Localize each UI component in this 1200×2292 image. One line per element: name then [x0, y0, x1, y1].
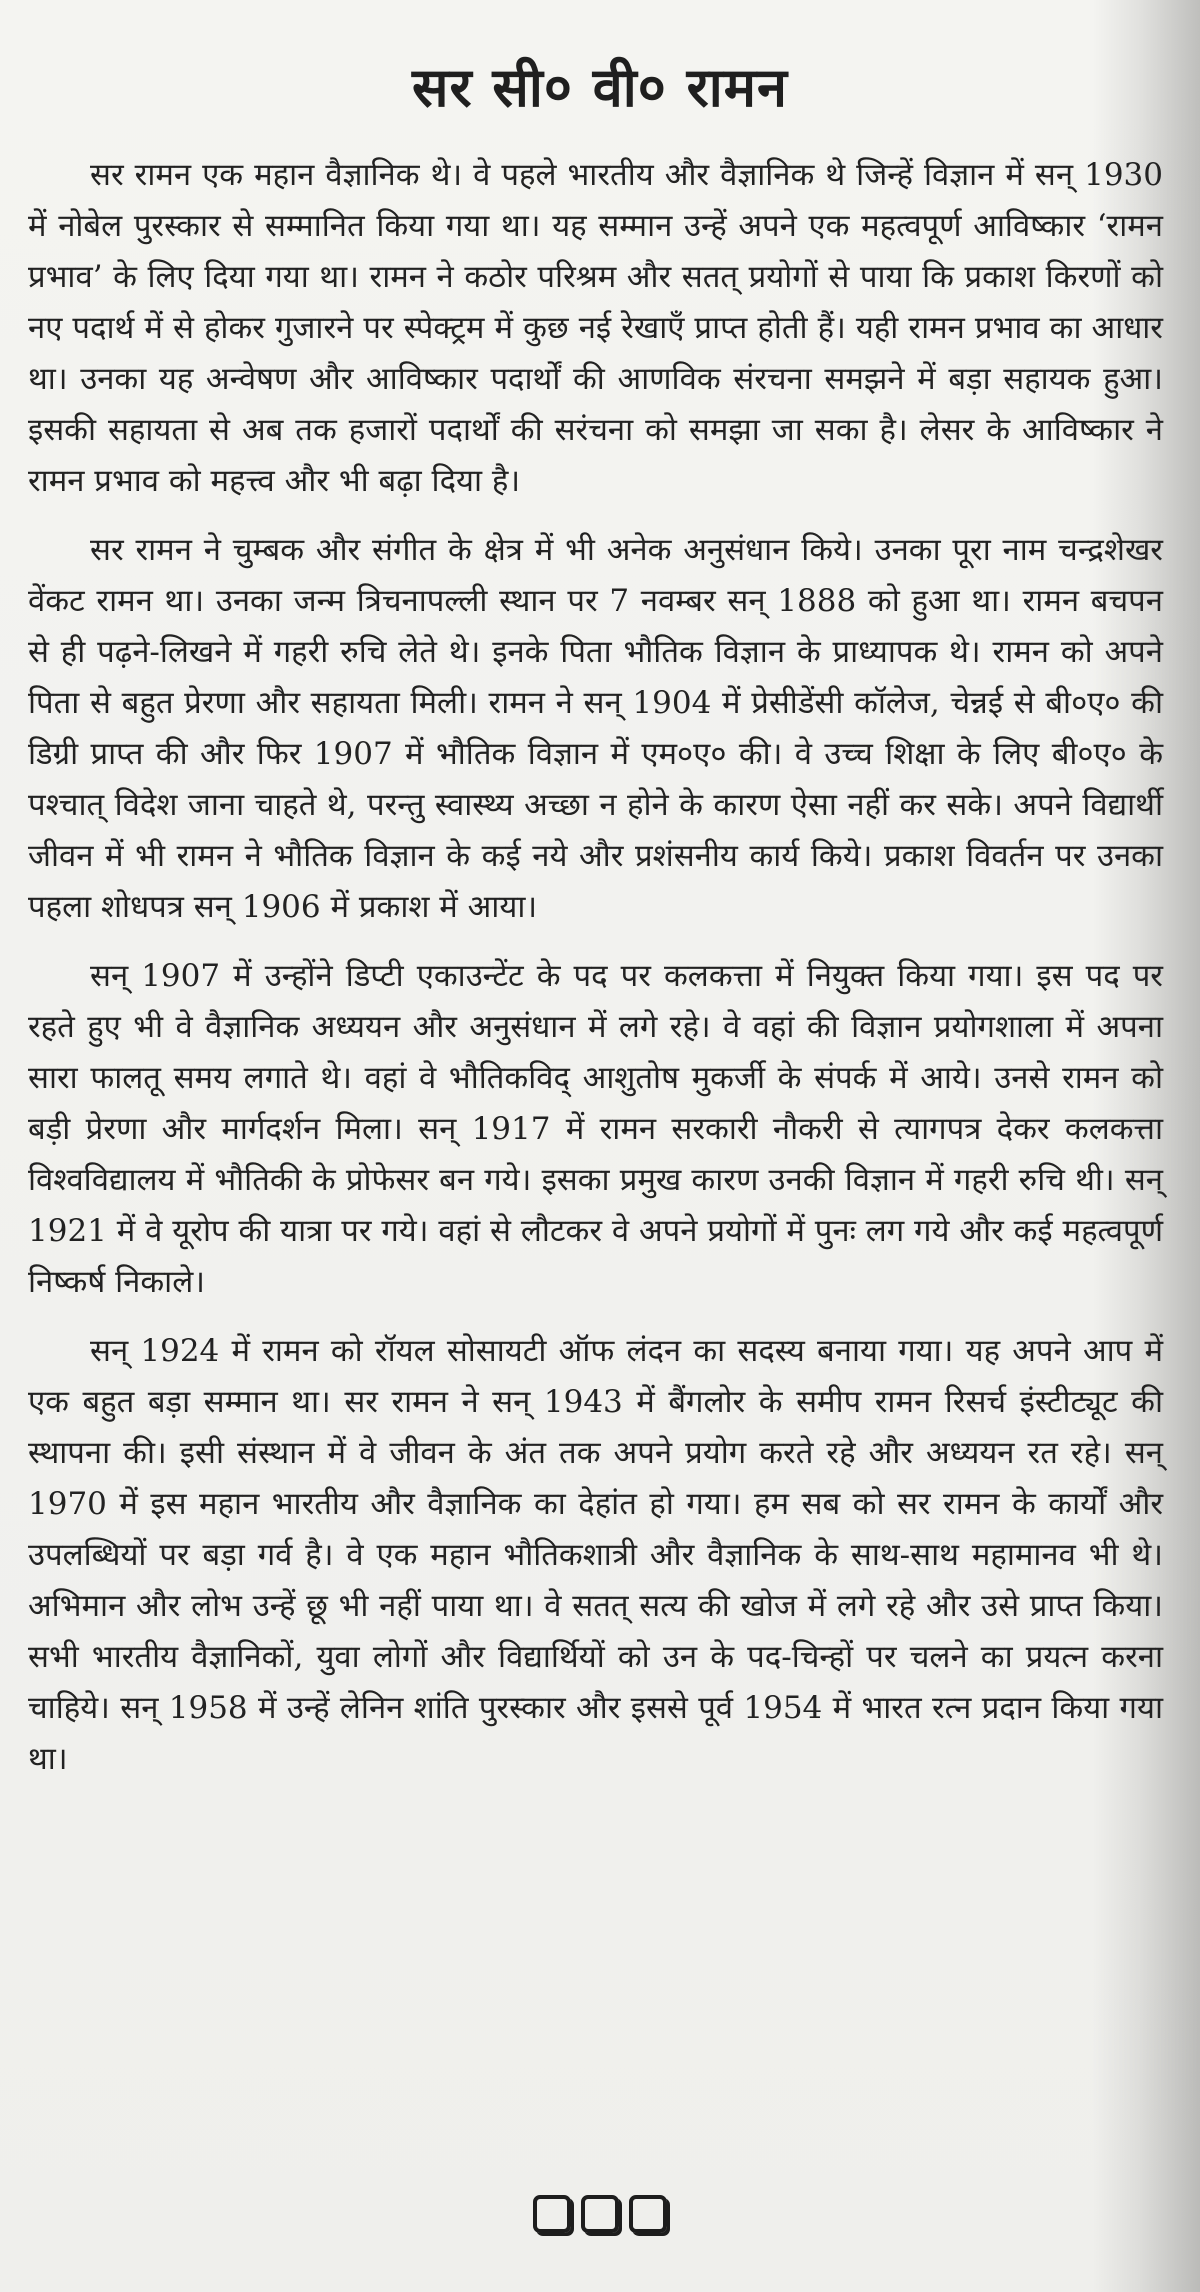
paragraph-1: सर रामन एक महान वैज्ञानिक थे। वे पहले भारतीय और वैज्ञानिक थे जिन्हें विज्ञान में सन् 1930 में नोबेल पुरस्कार से सम्मानित किया गया था। यह सम्मान उन्हें अपने एक महत्वपूर्ण आविष्कार ‘रामन प्रभाव’ के लिए दिया गया था। रामन ने कठोर परिश्रम और सतत् प्रयोगों से पाया कि प्रकाश किरणों को नए पदार्थ में से होकर गुजारने पर स्पेक्ट्रम में कुछ नई रेखाएँ प्राप्त होती हैं। यही रामन प्रभाव का आधार था। उनका यह अन्वेषण और आविष्कार पदार्थों की आणविक संरचना समझने में बड़ा सहायक हुआ। इसकी सहायता से अब तक हजारों पदार्थों की सरंचना को समझा जा सका है। लेसर के आविष्कार ने रामन प्रभाव को महत्त्व और भी बढ़ा दिया है।	[28, 157, 1163, 499]
paragraph-2: सर रामन ने चुम्बक और संगीत के क्षेत्र में भी अनेक अनुसंधान किये। उनका पूरा नाम चन्द्रशेखर वेंकट रामन था। उनका जन्म त्रिचनापल्ली स्थान पर 7 नवम्बर सन् 1888 को हुआ था। रामन बचपन से ही पढ़ने-लिखने में गहरी रुचि लेते थे। इनके पिता भौतिक विज्ञान के प्राध्यापक थे। रामन को अपने पिता से बहुत प्रेरणा और सहायता मिली। रामन ने सन् 1904 में प्रेसीडेंसी कॉलेज, चेन्नई से बी०ए० की डिग्री प्राप्त की और फिर 1907 में भौतिक विज्ञान में एम०ए० की। वे उच्च शिक्षा के लिए बी०ए० के पश्चात् विदेश जाना चाहते थे, परन्तु स्वास्थ्य अच्छा न होने के कारण ऐसा नहीं कर सके। अपने विद्यार्थी जीवन में भी रामन ने भौतिक विज्ञान के कई नये और प्रशंसनीय कार्य किये। प्रकाश विवर्तन पर उनका पहला शोधपत्र सन् 1906 में प्रकाश में आया।	[28, 532, 1163, 925]
paragraph-4: सन् 1924 में रामन को रॉयल सोसायटी ऑफ लंदन का सदस्य बनाया गया। यह अपने आप में एक बहुत बड़ा सम्मान था। सर रामन ने सन् 1943 में बैंगलोर के समीप रामन रिसर्च इंस्टीट्यूट की स्थापना की। इसी संस्थान में वे जीवन के अंत तक अपने प्रयोग करते रहे और अध्ययन रत रहे। सन् 1970 में इस महान भारतीय और वैज्ञानिक का देहांत हो गया। हम सब को सर रामन के कार्यों और उपलब्धियों पर बड़ा गर्व है। वे एक महान भौतिकशात्री और वैज्ञानिक के साथ-साथ महामानव भी थे। अभिमान और लोभ उन्हें छू भी नहीं पाया था। वे सतत् सत्य की खोज में लगे रहे और उसे प्राप्त किया। सभी भारतीय वैज्ञानिकों, युवा लोगों और विद्यार्थियों को उन के पद-चिन्हों पर चलने का प्रयत्न करना चाहिये। सन् 1958 में उन्हें लेनिन शांति पुरस्कार और इससे पूर्व 1954 में भारत रत्न प्रदान किया गया था।	[28, 1333, 1163, 1777]
page-title: सर सी० वी० रामन	[412, 55, 788, 119]
ornament-box-icon	[629, 2195, 667, 2233]
end-ornament	[0, 2195, 1200, 2233]
essay-body	[28, 150, 1163, 1803]
paragraph-3: सन् 1907 में उन्होंने डिप्टी एकाउन्टेंट के पद पर कलकत्ता में नियुक्त किया गया। इस पद पर रहते हुए भी वे वैज्ञानिक अध्ययन और अनुसंधान में लगे रहे। वे वहां की विज्ञान प्रयोगशाला में अपना सारा फालतू समय लगाते थे। वहां वे भौतिकविद् आशुतोष मुकर्जी के संपर्क में आये। उनसे रामन को बड़ी प्रेरणा और मार्गदर्शन मिला। सन् 1917 में रामन सरकारी नौकरी से त्यागपत्र देकर कलकत्ता विश्वविद्यालय में भौतिकी के प्रोफेसर बन गये। इसका प्रमुख कारण उनकी विज्ञान में गहरी रुचि थी। सन् 1921 में वे यूरोप की यात्रा पर गये। वहां से लौटकर वे अपने प्रयोगों में पुनः लग गये और कई महत्वपूर्ण निष्कर्ष निकाले।	[28, 958, 1163, 1300]
ornament-box-icon	[533, 2195, 571, 2233]
ornament-box-icon	[581, 2195, 619, 2233]
